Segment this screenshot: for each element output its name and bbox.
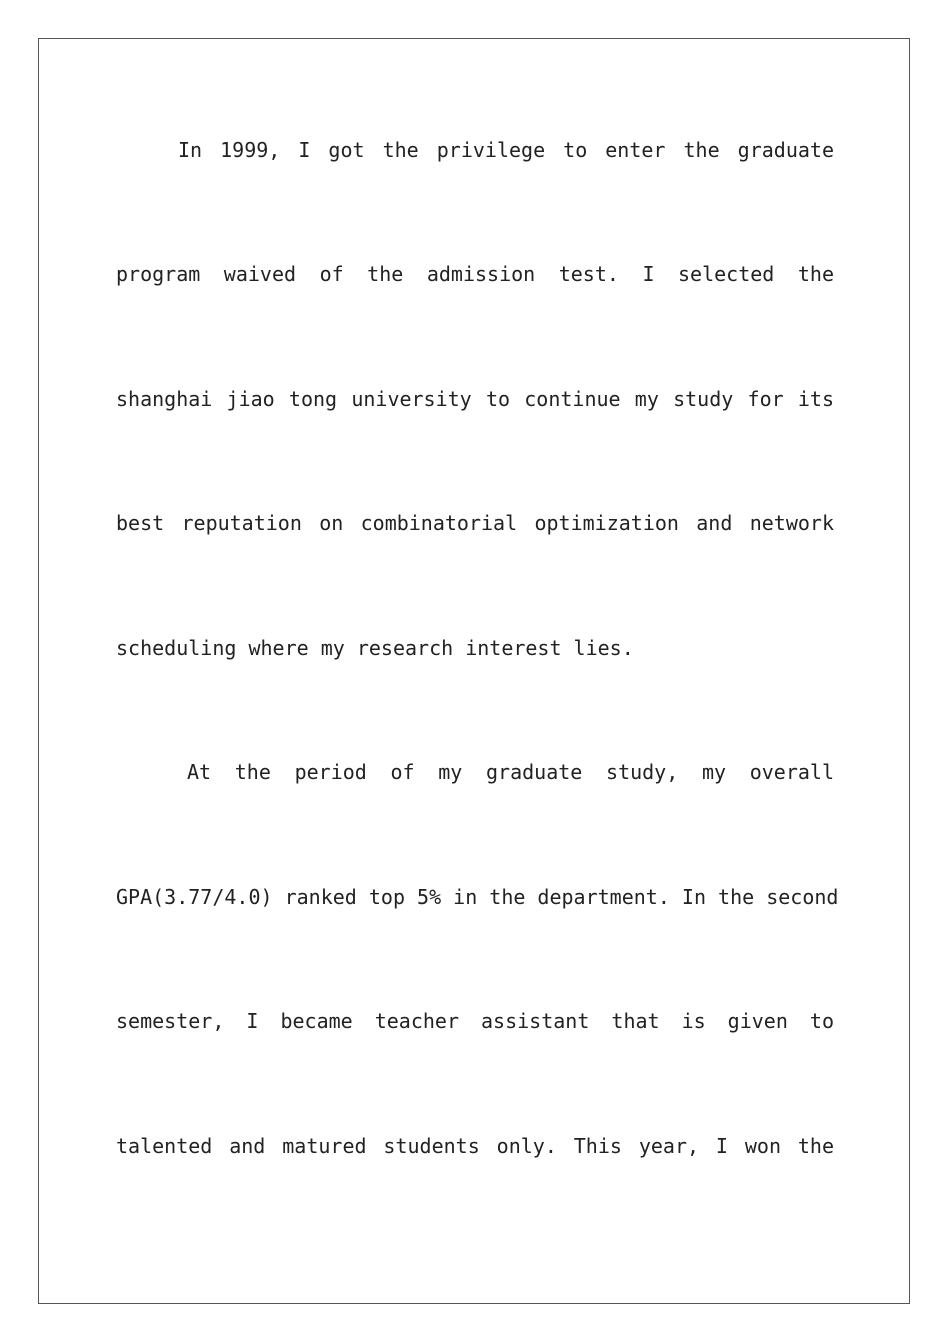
paragraph-1-line-1: In 1999, I got the privilege to enter the graduate	[178, 138, 834, 162]
paragraph-2-line-2: GPA(3.77/4.0) ranked top 5% in the department. In the second	[116, 885, 839, 909]
paragraph-1-line-5: scheduling where my research interest lies.	[116, 636, 634, 660]
page-frame	[38, 38, 910, 1304]
paragraph-1-line-3: shanghai jiao tong university to continue my study for its	[116, 387, 834, 411]
paragraph-1-line-2: program waived of the admission test. I selected the	[116, 262, 834, 286]
paragraph-2-line-3: semester, I became teacher assistant that is given to	[116, 1009, 834, 1033]
paragraph-2-line-1: At the period of my graduate study, my overall	[187, 760, 834, 784]
paragraph-2-line-4: talented and matured students only. This year, I won the	[116, 1134, 834, 1158]
paragraph-1-line-4: best reputation on combinatorial optimization and network	[116, 511, 834, 535]
